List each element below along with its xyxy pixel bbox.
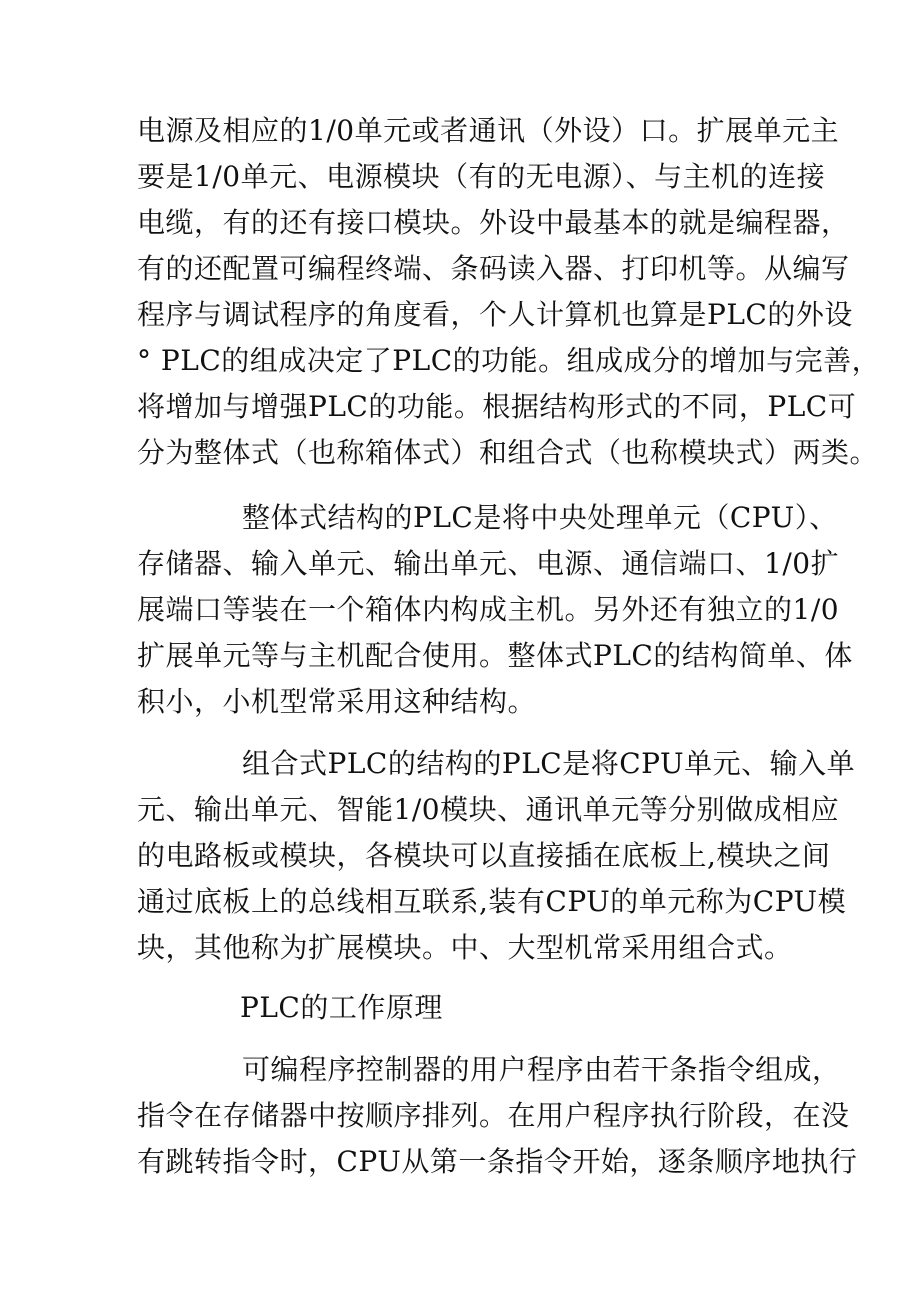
paragraph-intro-line-6: ° PLC的组成决定了PLC的功能。组成成分的增加与完善， xyxy=(137,344,881,377)
paragraph-modular-line-3: 的电路板或模块，各模块可以直接插在底板上,模块之间 xyxy=(137,839,831,872)
paragraph-intro-line-2: 要是1/0单元、电源模块（有的无电源）、与主机的连接 xyxy=(137,160,826,193)
paragraph-modular-line-4: 通过底板上的总线相互联系,装有CPU的单元称为CPU模 xyxy=(137,885,847,918)
paragraph-modular-line-5: 块，其他称为扩展模块。中、大型机常采用组合式。 xyxy=(137,931,793,964)
paragraph-principle-line-3: 有跳转指令时，CPU从第一条指令开始，逐条顺序地执行 xyxy=(137,1145,858,1178)
section-heading: PLC的工作原理 xyxy=(240,991,443,1024)
paragraph-principle-line-1: 可编程序控制器的用户程序由若干条指令组成， xyxy=(242,1053,841,1086)
paragraph-modular-line-2: 元、输出单元、智能1/0模块、通讯单元等分别做成相应 xyxy=(137,793,840,826)
paragraph-integral-line-2: 存储器、输入单元、输出单元、电源、通信端口、1/0扩 xyxy=(137,547,840,580)
paragraph-intro-line-8: 分为整体式（也称箱体式）和组合式（也称模块式）两类。 xyxy=(137,436,879,469)
paragraph-intro-line-7: 将增加与增强PLC的功能。根据结构形式的不同，PLC可 xyxy=(137,390,857,423)
paragraph-intro-line-1: 电源及相应的1/0单元或者通讯（外设）口。扩展单元主 xyxy=(137,114,840,147)
paragraph-modular-line-1: 组合式PLC的结构的PLC是将CPU单元、输入单 xyxy=(242,747,856,780)
paragraph-principle-line-2: 指令在存储器中按顺序排列。在用户程序执行阶段，在没 xyxy=(137,1099,850,1132)
paragraph-integral-line-5: 积小，小机型常采用这种结构。 xyxy=(137,685,537,718)
paragraph-integral-line-4: 扩展单元等与主机配合使用。整体式PLC的结构简单、体 xyxy=(137,639,853,672)
paragraph-intro-line-4: 有的还配置可编程终端、条码读入器、打印机等。从编写 xyxy=(137,252,850,285)
paragraph-intro-line-5: 程序与调试程序的角度看，个人计算机也算是PLC的外设 xyxy=(137,298,853,331)
paragraph-intro-line-3: 电缆，有的还有接口模块。外设中最基本的就是编程器， xyxy=(137,206,850,239)
paragraph-integral-line-1: 整体式结构的PLC是将中央处理单元（CPU）、 xyxy=(242,501,838,534)
paragraph-integral-line-3: 展端口等装在一个箱体内构成主机。另外还有独立的1/0 xyxy=(137,593,840,626)
